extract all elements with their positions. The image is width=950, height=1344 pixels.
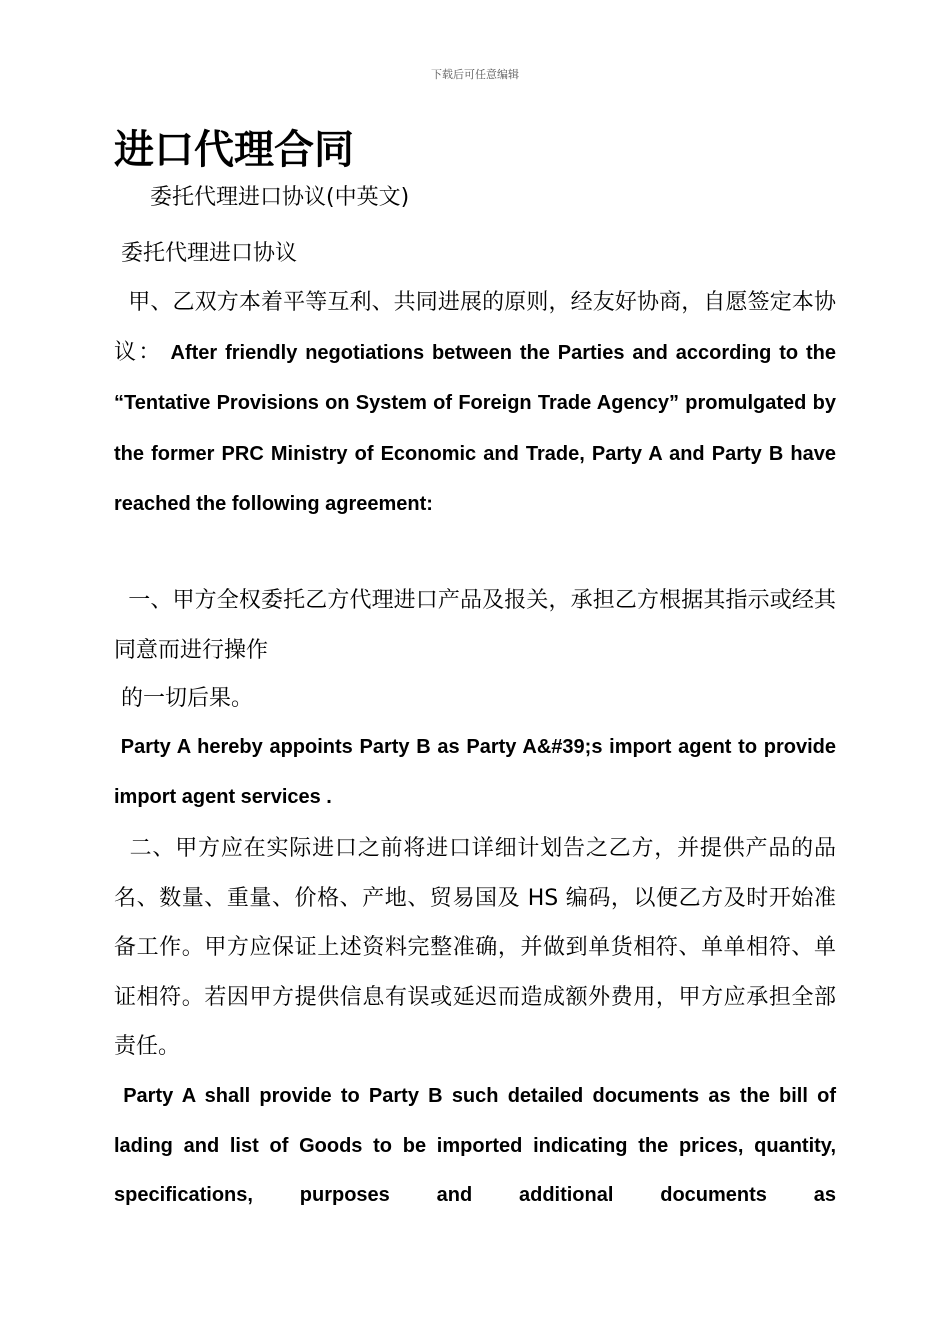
document-subtitle: 委托代理进口协议(中英文) bbox=[150, 185, 410, 210]
page-header-note: 下载后可任意编辑 bbox=[431, 68, 519, 81]
clause-1-en: Party A hereby appoints Party B as Party A&#39;s import agent to provide import agent services . bbox=[114, 736, 842, 808]
clause-2-en: Party A shall provide to Party B such detailed documents as the bill of lading and list of Goods to be imported indicating the prices, quantity, specifications, purposes and additional documents as bbox=[114, 1085, 842, 1207]
clause-1-cn: 一、甲方全权委托乙方代理进口产品及报关，承担乙方根据其指示或经其同意而进行操作 bbox=[114, 588, 836, 663]
intro-paragraph bbox=[114, 278, 842, 530]
clause-2-cn: 二、甲方应在实际进口之前将进口详细计划告之乙方，并提供产品的品名、数量、重量、价格、产地、贸易国及 HS 编码，以便乙方及时开始准备工作。甲方应保证上述资料完整准确，并做到单货相符、单单相符、单证相符。若因甲方提供信息有误或延迟而造成额外费用，甲方应承担全部责任。 bbox=[114, 836, 836, 1060]
clause-1-cn-continued: 的一切后果。 bbox=[114, 686, 253, 711]
section-heading: 委托代理进口协议 bbox=[114, 241, 297, 266]
intro-en: After friendly negotiations between the Parties and according to the “Tentative Provisions on System of Foreign Trade Agency” promulgated by the former PRC Ministry of Economic and Trade, Party A and Party B have reached the following agreement: bbox=[114, 341, 842, 516]
intro-cn: 甲、乙双方本着平等互利、共同进展的原则，经友好协商，自愿签定本协议： bbox=[114, 290, 836, 365]
document-title: 进口代理合同 bbox=[114, 127, 354, 173]
